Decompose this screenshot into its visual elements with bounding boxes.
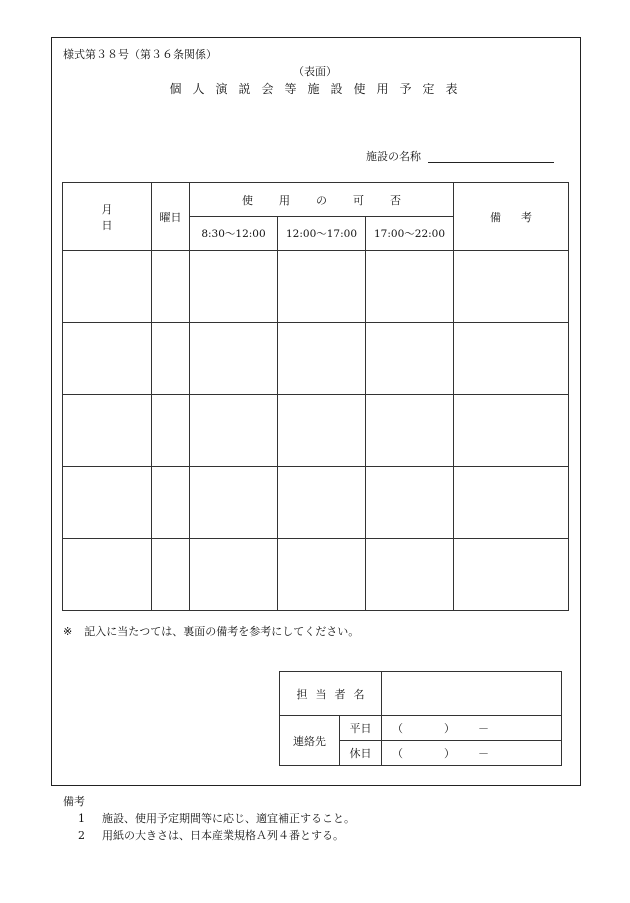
cell-remarks[interactable] [454, 539, 569, 611]
cell-date[interactable] [63, 251, 152, 323]
cell-morning[interactable] [190, 395, 278, 467]
cell-afternoon[interactable] [278, 251, 366, 323]
contact-label: 連絡先 [280, 716, 340, 766]
column-header-usage: 使用の可否 [190, 183, 454, 217]
cell-evening[interactable] [366, 395, 454, 467]
cell-date[interactable] [63, 467, 152, 539]
holiday-label: 休日 [340, 741, 382, 766]
cell-evening[interactable] [366, 251, 454, 323]
cell-date[interactable] [63, 395, 152, 467]
time-slot-morning: 8:30～12:00 [190, 217, 278, 251]
remark-text: 用紙の大きさは、日本産業規格Ａ列４番とする。 [102, 829, 344, 842]
column-header-remarks: 備考 [454, 183, 569, 251]
phone-paren-open: （ [392, 722, 403, 735]
table-row [63, 251, 569, 323]
cell-date[interactable] [63, 539, 152, 611]
cell-afternoon[interactable] [278, 539, 366, 611]
cell-weekday[interactable] [152, 251, 190, 323]
cell-morning[interactable] [190, 251, 278, 323]
remark-number: 1 [78, 812, 85, 825]
remarks-heading: 備考 [63, 795, 85, 808]
cell-morning[interactable] [190, 539, 278, 611]
cell-afternoon[interactable] [278, 467, 366, 539]
side-label: （表面） [293, 65, 337, 78]
phone-dash: － [478, 747, 489, 760]
time-slot-evening: 17:00～22:00 [366, 217, 454, 251]
cell-afternoon[interactable] [278, 323, 366, 395]
phone-paren-open: （ [392, 747, 403, 760]
cell-weekday[interactable] [152, 323, 190, 395]
schedule-table [62, 182, 569, 611]
contact-table [279, 671, 562, 766]
column-header-date: 月 日 [63, 183, 152, 251]
table-row [63, 395, 569, 467]
table-row [63, 539, 569, 611]
form-number: 様式第３８号（第３６条関係） [63, 48, 217, 61]
remark-number: 2 [78, 829, 85, 842]
weekday-phone-field[interactable] [382, 716, 562, 741]
cell-remarks[interactable] [454, 467, 569, 539]
facility-name-label: 施設の名称 [366, 150, 421, 163]
remark-text: 施設、使用予定期間等に応じ、適宜補正すること。 [102, 812, 355, 825]
cell-remarks[interactable] [454, 251, 569, 323]
time-slot-afternoon: 12:00～17:00 [278, 217, 366, 251]
column-header-weekday: 曜日 [152, 183, 190, 251]
cell-evening[interactable] [366, 467, 454, 539]
person-in-charge-label: 担当者名 [280, 672, 382, 716]
person-in-charge-field[interactable] [382, 672, 562, 716]
cell-evening[interactable] [366, 539, 454, 611]
usage-note [63, 623, 359, 639]
cell-afternoon[interactable] [278, 395, 366, 467]
cell-weekday[interactable] [152, 539, 190, 611]
remark-item [78, 827, 344, 843]
cell-weekday[interactable] [152, 467, 190, 539]
phone-paren-close: ） [444, 722, 455, 735]
weekday-label: 平日 [340, 716, 382, 741]
cell-remarks[interactable] [454, 323, 569, 395]
phone-dash: － [478, 722, 489, 735]
form-title: 個人演説会等施設使用予定表 [169, 82, 469, 96]
cell-morning[interactable] [190, 323, 278, 395]
note-mark: ※ [63, 625, 73, 638]
cell-morning[interactable] [190, 467, 278, 539]
cell-weekday[interactable] [152, 395, 190, 467]
phone-paren-close: ） [444, 747, 455, 760]
remark-item [78, 810, 355, 826]
facility-name-field[interactable] [428, 162, 554, 163]
cell-remarks[interactable] [454, 395, 569, 467]
cell-date[interactable] [63, 323, 152, 395]
table-row [63, 467, 569, 539]
cell-evening[interactable] [366, 323, 454, 395]
holiday-phone-field[interactable] [382, 741, 562, 766]
note-text: 記入に当たつては、裏面の備考を参考にしてください。 [84, 625, 360, 638]
table-row [63, 323, 569, 395]
